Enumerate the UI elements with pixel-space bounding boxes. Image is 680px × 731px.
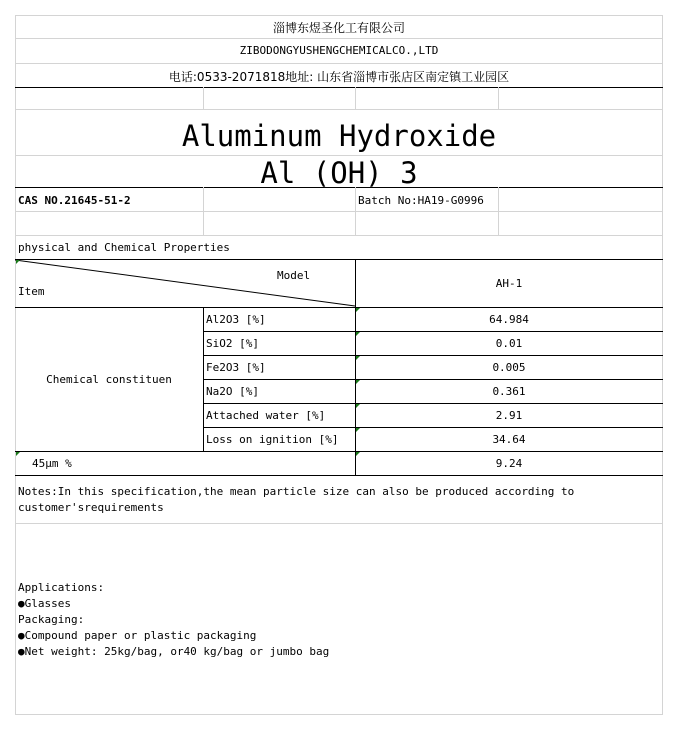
- grid-line: [203, 379, 663, 380]
- product-formula: Al (OH) 3: [260, 156, 418, 190]
- row-value: 0.005: [492, 361, 526, 374]
- grid-line: [15, 451, 663, 452]
- packaging-item: ●Net weight: 25kg/bag, or40 kg/bag or jumbo bag: [18, 645, 330, 658]
- grid-line: [203, 427, 663, 428]
- company-name-en: ZIBODONGYUSHENGCHEMICALCO.,LTD: [239, 44, 439, 57]
- packaging-title: Packaging:: [18, 613, 85, 626]
- company-contact: 电话:0533-2071818地址: 山东省淄博市张店区南定镇工业园区: [168, 70, 510, 84]
- cell-marker: [356, 356, 360, 360]
- cell-marker: [356, 428, 360, 432]
- model-value: AH-1: [495, 277, 523, 290]
- row-label: Attached water [%]: [206, 409, 326, 422]
- grid-line: [203, 87, 204, 109]
- grid-line: [15, 187, 663, 188]
- spec-sheet: [15, 15, 663, 715]
- row-label: SiO2 [%]: [206, 337, 259, 350]
- company-name-cn: 淄博东煜圣化工有限公司: [272, 21, 405, 35]
- header-item: Item: [18, 285, 45, 298]
- grid-line: [15, 87, 663, 88]
- cell-marker: [356, 404, 360, 408]
- cell-marker: [356, 380, 360, 384]
- grid-line: [203, 355, 663, 356]
- grid-line: [15, 475, 663, 476]
- cell-marker: [356, 332, 360, 336]
- grid-line: [15, 109, 663, 110]
- cell-marker: [356, 452, 360, 456]
- grid-line: [355, 87, 356, 109]
- row-value: 0.01: [495, 337, 523, 350]
- row-label: Fe2O3 [%]: [206, 361, 266, 374]
- batch-number: Batch No:HA19-G0996: [358, 194, 484, 207]
- grid-line: [498, 87, 499, 109]
- row-value: 34.64: [492, 433, 526, 446]
- header-model: Model: [277, 269, 311, 282]
- cas-number: CAS NO.21645-51-2: [18, 194, 131, 207]
- header-diagonal: [15, 259, 356, 307]
- grid-line: [203, 331, 663, 332]
- section-title: physical and Chemical Properties: [18, 241, 230, 254]
- cell-marker: [356, 308, 360, 312]
- grid-line: [15, 63, 663, 64]
- row-label: Loss on ignition [%]: [206, 433, 339, 446]
- application-item: ●Glasses: [18, 597, 71, 610]
- row-value: 2.91: [495, 409, 523, 422]
- size-value: 9.24: [495, 457, 523, 470]
- size-label: 45μm %: [32, 457, 72, 470]
- row-label: Al2O3 [%]: [206, 313, 266, 326]
- group-label: Chemical constituen: [46, 373, 172, 386]
- notes-line-2: customer'srequirements: [18, 501, 164, 514]
- row-value: 0.361: [492, 385, 526, 398]
- product-name: Aluminum Hydroxide: [181, 119, 497, 153]
- grid-line: [15, 523, 663, 524]
- grid-line: [203, 403, 663, 404]
- cell-marker: [16, 452, 20, 456]
- row-value: 64.984: [489, 313, 529, 326]
- applications-title: Applications:: [18, 581, 105, 594]
- cell-marker: [16, 260, 20, 264]
- border-bottom: [15, 714, 663, 715]
- packaging-item: ●Compound paper or plastic packaging: [18, 629, 257, 642]
- grid-line: [15, 211, 663, 212]
- border-top: [15, 15, 663, 16]
- notes-line-1: Notes:In this specification,the mean particle size can also be produced according to: [18, 485, 575, 498]
- row-label: Na2O [%]: [206, 385, 259, 398]
- grid-line: [15, 38, 663, 39]
- grid-line: [15, 307, 663, 308]
- grid-line: [15, 235, 663, 236]
